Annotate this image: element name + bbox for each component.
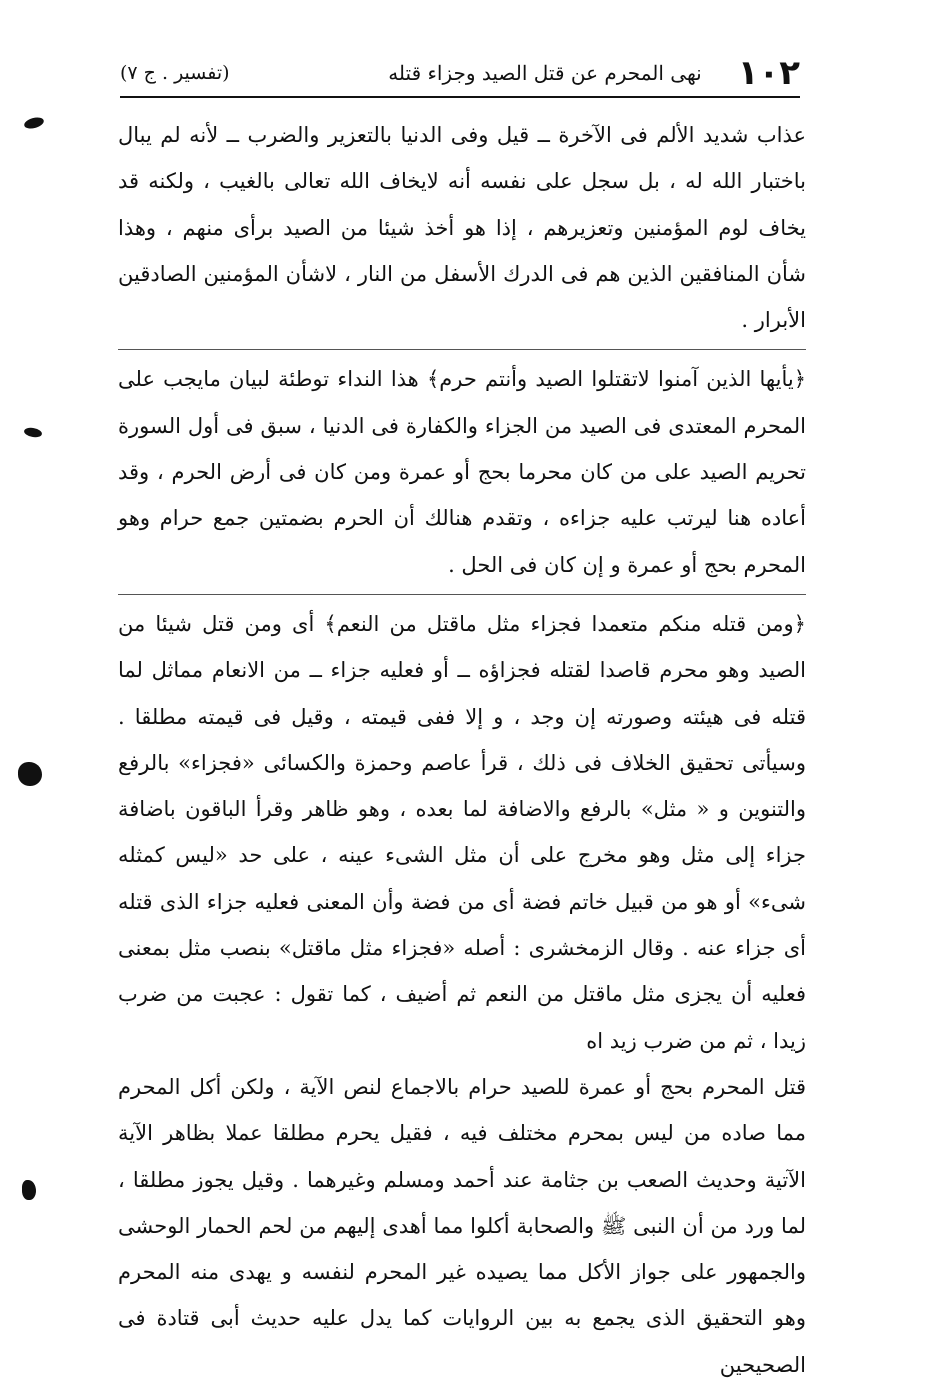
margin-ink-blot [22,1180,36,1200]
margin-ink-blot [23,116,45,131]
page-header [120,50,800,98]
paragraph: عذاب شديد الألم فى الآخرة ــ قيل وفى الدنيا بالتعزير والضرب ــ لأنه لم يبال باختبار الله له ، بل سجل على نفسه أنه لايخاف الله تعالى بالغيب ، ولكنه قد يخاف لوم المؤمنين وتعزيرهم ، إذا هو أخذ شيئا من الصيد برأى منهم ، وهذا شأن المنافقين الذين هم فى الدرك الأسفل من النار ، لاشأن المؤمنين الصادقين الأبرار . [118,112,806,350]
paragraph: قتل المحرم بحج أو عمرة للصيد حرام بالاجماع لنص الآية ، ولكن أكل المحرم مما صاده من ليس بمحرم مختلف فيه ، فقيل يحرم مطلقا عملا بظاهر الآية الآتية وحديث الصعب بن جثامة عند أحمد ومسلم وغيرهما . وقيل يجوز مطلقا ، لما ورد من أن النبى ﷺ والصحابة أكلوا مما أهدى إليهم من لحم الحمار الوحشى والجمهور على جواز الأكل مما يصيده غير المحرم لنفسه و يهدى منه المحرم وهو التحقيق الذى يجمع به بين الروايات كما يدل عليه حديث أبى قتادة فى الصحيحين [118,1074,806,1377]
margin-ink-blot [18,762,42,786]
page-number: ١٠٢ [737,53,800,93]
body-text [118,112,806,1377]
book-reference: (تفسير . ج ٧) [120,62,230,84]
paragraph: ﴿ومن قتله منكم متعمدا فجزاء مثل ماقتل من النعم﴾ أى ومن قتل شيئا من الصيد وهو محرم قاصدا لقتله فجزاؤه ــ أو فعليه جزاء ــ من الانعام مماثل لما قتله فى هيئته وصورته إن وجد ، و إلا ففى قيمته ، وقيل فى قيمته مطلقا . وسيأتى تحقيق الخلاف فى ذلك ، قرأ عاصم وحمزة والكسائى «فجزاء» بالرفع والتنوين و « مثل» بالرفع والاضافة لما بعده ، وهو ظاهر وقرأ الباقون باضافة جزاء إلى مثل وهو مخرج على أن مثل الشىء عينه ، على حد «ليس كمثله شىء» أو هو من قبيل خاتم فضة أى من فضة وأن المعنى فعليه جزاء الذى قتله أى جزاء عنه . وقال الزمخشرى : أصله «فجزاء مثل ماقتل» بنصب مثل بمعنى فعليه أن يجزى مثل ماقتل من النعم ثم أضيف ، كما تقول : عجبت من ضرب زيدا ، ثم من ضرب زيد اه [118,611,806,1053]
margin-ink-blot [23,427,42,439]
paragraph: ﴿يأيها الذين آمنوا لاتقتلوا الصيد وأنتم حرم﴾ هذا النداء توطئة لبيان مايجب على المحرم المعتدى فى الصيد من الجزاء والكفارة فى الدنيا ، سبق فى أول السورة تحريم الصيد على من كان محرما بحج أو عمرة ومن كان فى أرض الحرم ، وقد أعاده هنا ليرتب عليه جزاءه ، وتقدم هنالك أن الحرم بضمتين جمع حرام وهو المحرم بحج أو عمرة و إن كان فى الحل . [118,356,806,594]
running-title: نهى المحرم عن قتل الصيد وجزاء قتله [388,61,702,85]
